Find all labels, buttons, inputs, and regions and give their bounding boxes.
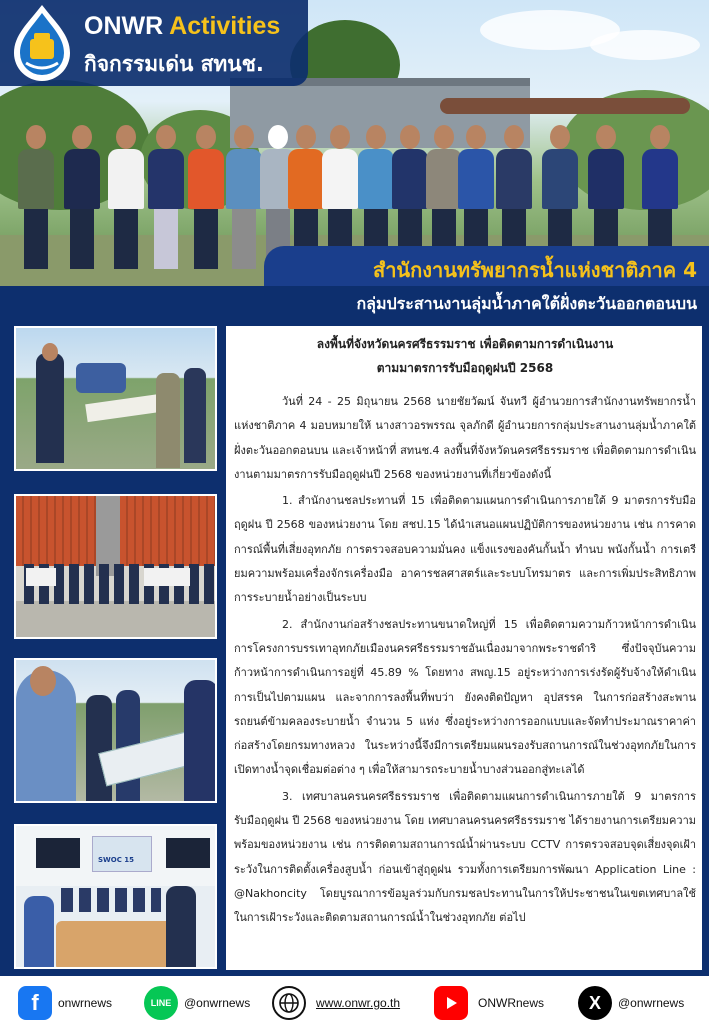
footer-facebook-link[interactable] xyxy=(18,986,112,1020)
side-photo-meeting-room xyxy=(14,824,217,969)
footer-x-label: @onwrnews xyxy=(618,996,685,1010)
article-intro: วันที่ 24 - 25 มิถุนายน 2568 นายชัยวัฒน์ จันทวี ผู้อำนวยการสำนักงานทรัพยากรน้ำแห่งชาติภาค 4 มอบหมายให้ นางสาวอรพรรณ จุลภักดี ผู้อำนวยการกลุ่มประสานงานลุ่มน้ำภาคใต้ฝั่งตะวันออกตอนบน และเจ้าหน้าที่ สทนช.4 ลงพื้นที่จังหวัดนครศรีธรรมราช เพื่อติดตามการดำเนินงานตามมาตรการรับมือฤดูฝนปี 2568 ของหน่วยงานที่เกี่ยวข้องดังนี้ xyxy=(234,395,696,481)
header-title-en: ONWR Activities xyxy=(84,12,281,40)
article-item-3: 3. เทศบาลนครนครศรีธรรมราช เพื่อติดตามแผนการดำเนินการภายใต้ 9 มาตรการรับมือฤดูฝน ปี 2568 ของหน่วยงาน โดย เทศบาลนครนครศรีธรรมราช ได้รายงานการเตรียมความพร้อมของหน่วยงาน เช่น การติดตามสถานการณ์น้ำผ่านระบบ CCTV การตรวจสอบจุดเสี่ยงจุดเฝ้าระวังในการติดตั้งเครื่องสูบน้ำ ก่อนเข้าสู่ฤดูฝน รวมทั้งการเตรียมการพัฒนา Application Line : @Nakhoncity โดยบูรณาการข้อมูลร่วมกับกรมชลประทานในการให้ประชาชนในเขตเทศบาลใช้ในการเฝ้าระวังและติดตามสถานการณ์น้ำในช่วงอุทกภัย ต่อไป xyxy=(234,789,696,925)
globe-icon xyxy=(272,986,306,1020)
article-item-2: 2. สำนักงานก่อสร้างชลประทานขนาดใหญ่ที่ 15 เพื่อติดตามความก้าวหน้าการดำเนินการโครงการบรรเทาอุทกภัยเมืองนครศรีธรรมราชอันเนื่องมาจากพระราชดำริ ซึ่งปัจจุบันความก้าวหน้าการดำเนินการอยู่ที่ 45.89 % โดยทาง สพญ.15 อยู่ระหว่างการเร่งรัดผู้รับจ้างให้ดำเนินการเป็นไปตามแผน และจากการลงพื้นที่พบว่า ยังคงติดปัญหา อุปสรรค ในการก่อสร้างสะพานรถยนต์ข้ามคลองระบายน้ำ จำนวน 5 แห่ง ซึ่งอยู่ระหว่างการออกแบบและจัดทำประมาณราคาค่าก่อสร้างโดยกรมทางหลวง ในระหว่างนี้จึงมีการเตรียมแผนรองรับสถานการณ์ในช่วงอุทกภัยในการเปิดทางน้ำจุดเชื่อมต่อต่าง ๆ เพื่อให้สามารถระบายน้ำบางส่วนออกสู่ทะเลได้ xyxy=(234,617,696,777)
meeting-room-sign: SWOC 15 xyxy=(98,856,135,864)
footer-social-bar xyxy=(0,974,709,1024)
footer-youtube-label: ONWRnews xyxy=(478,996,545,1010)
article-item-1: 1. สำนักงานชลประทานที่ 15 เพื่อติดตามแผนการดำเนินการภายใต้ 9 มาตรการรับมือฤดูฝน ปี 2568 ของหน่วยงาน โดย สชป.15 ได้นำเสนอแผนปฏิบัติการของหน่วยงาน เช่น การคาดการณ์พื้นที่เสี่ยงอุทกภัย การตรวจสอบความมั่นคง แข็งแรงของคันกั้นน้ำ ทำนบ พนังกั้นน้ำ การเตรียมความพร้อมเครื่องจักรเครื่องมือ อาคารชลศาสตร์และระบบโทรมาตร และการเพิ่มประสิทธิภาพการระบายน้ำอย่างเป็นระบบ xyxy=(234,494,696,605)
group-name: กลุ่มประสานงานลุ่มน้ำภาคใต้ฝั่งตะวันออกตอนบน xyxy=(356,294,697,313)
footer-x-link[interactable] xyxy=(578,986,684,1020)
footer-website-label: www.onwr.go.th xyxy=(316,996,401,1010)
header-panel xyxy=(0,0,308,86)
footer-facebook-label: onwrnews xyxy=(58,996,113,1010)
footer-website-link[interactable] xyxy=(272,986,400,1020)
side-photo-map-review xyxy=(14,658,217,803)
line-icon: LINE xyxy=(144,986,178,1020)
facebook-icon: f xyxy=(18,986,52,1020)
office-name: สำนักงานทรัพยากรน้ำแห่งชาติภาค 4 xyxy=(372,258,697,282)
x-icon: X xyxy=(578,986,612,1020)
side-photo-building-group xyxy=(14,494,217,639)
header-title-th: กิจกรรมเด่น สทนช. xyxy=(84,52,264,76)
article-body xyxy=(226,326,702,970)
article-headline-2: ตามมาตรการรับมือฤดูฝนปี 2568 xyxy=(376,361,554,375)
onwr-seal-icon xyxy=(8,3,76,83)
footer-line-link[interactable] xyxy=(144,986,250,1020)
article-headline-1: ลงพื้นที่จังหวัดนครศรีธรรมราช เพื่อติดตามการดำเนินงาน xyxy=(316,337,614,351)
youtube-icon xyxy=(434,986,468,1020)
footer-line-label: @onwrnews xyxy=(184,996,251,1010)
footer-youtube-link[interactable] xyxy=(434,986,544,1020)
office-banner xyxy=(0,246,709,324)
side-photo-field-visit xyxy=(14,326,217,471)
